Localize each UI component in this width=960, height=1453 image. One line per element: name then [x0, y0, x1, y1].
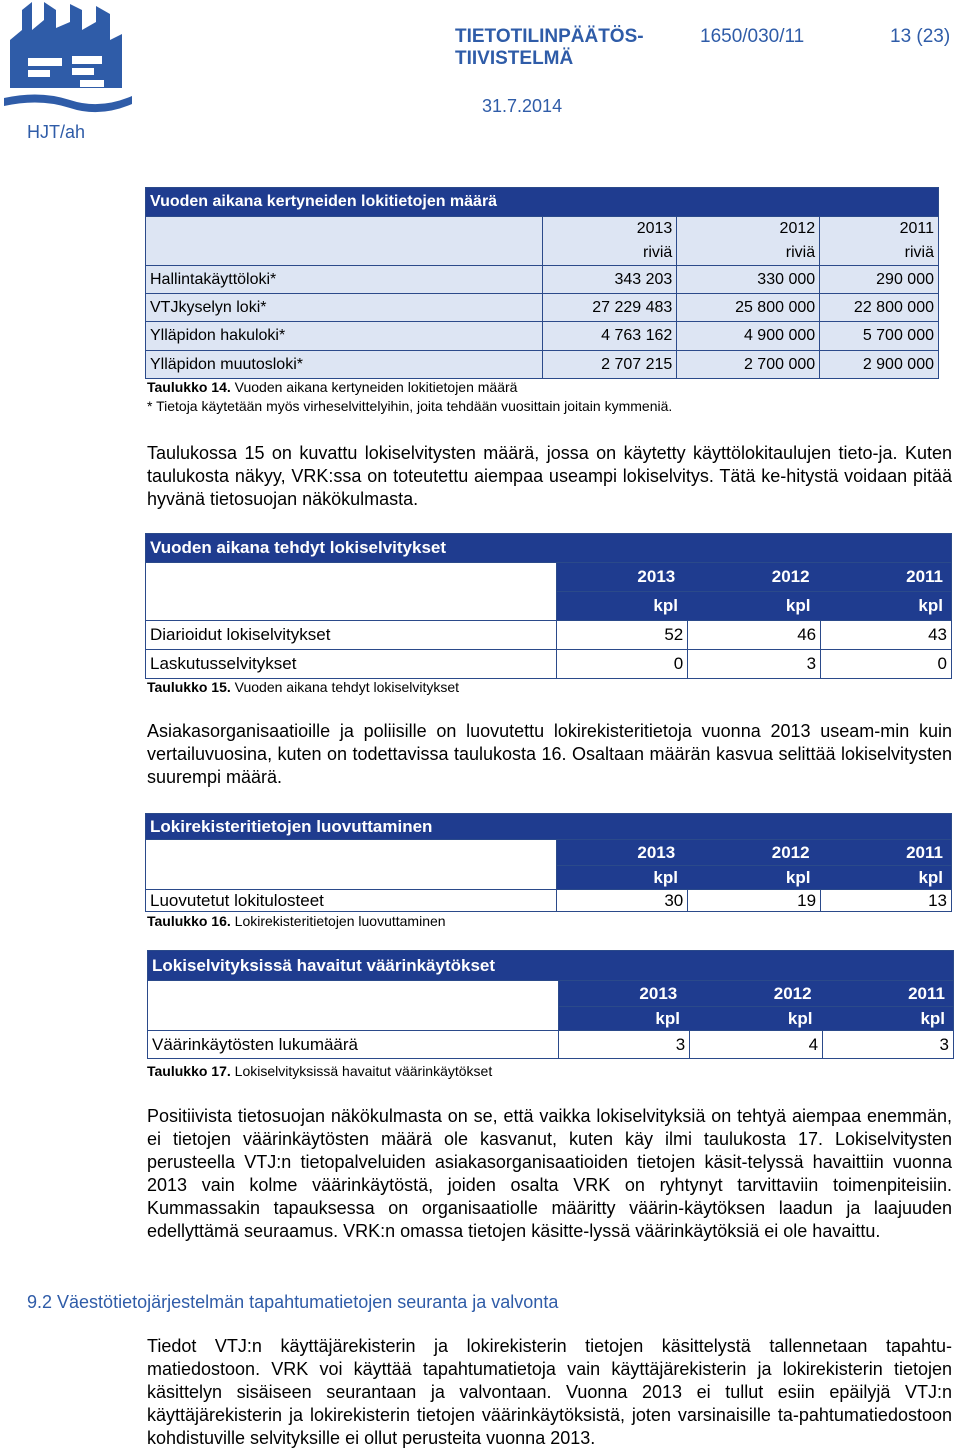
year-header: 2013	[639, 983, 678, 1003]
year-header: 2012	[677, 217, 820, 242]
year-header: 2011	[906, 567, 943, 586]
year-header: 2012	[771, 567, 810, 586]
table-row: Luovutetut lokitulosteet 30 19 13	[146, 890, 952, 912]
unit-header: kpl	[653, 867, 678, 887]
unit-header: riviä	[820, 242, 939, 266]
year-header: 2011	[820, 217, 939, 242]
table-title: Vuoden aikana tehdyt lokiselvitykset	[146, 534, 952, 563]
year-header: 2011	[908, 983, 945, 1003]
unit-header: kpl	[785, 867, 811, 887]
paragraph: Asiakasorganisaatioille ja poliisille on luovutettu lokirekisteritietoja vuonna 2013 useam-min kuin vertailuvuosina, kuten on todettavissa taulukosta 16. Osaltaan määrän kasvua selittää lokiselvitysten suurempi määrä.	[147, 721, 952, 787]
unit-header: kpl	[920, 1008, 945, 1028]
table-17	[147, 950, 954, 1059]
unit-header: kpl	[655, 1008, 680, 1028]
table-14	[145, 187, 939, 379]
unit-header: kpl	[918, 867, 943, 887]
table-caption: Taulukko 14. Vuoden aikana kertyneiden lokitietojen määrä	[147, 379, 518, 395]
unit-header: riviä	[677, 242, 820, 266]
table-row: Diarioidut lokiselvitykset 52 46 43	[146, 621, 952, 650]
table-row: Laskutusselvitykset 0 3 0	[146, 650, 952, 679]
year-header: 2013	[637, 842, 676, 862]
unit-header: kpl	[785, 596, 811, 615]
unit-header: kpl	[787, 1008, 813, 1028]
document-author: HJT/ah	[27, 122, 86, 142]
table-15	[145, 533, 952, 679]
table-title: Vuoden aikana kertyneiden lokitietojen määrä	[146, 188, 939, 217]
vrk-logo	[0, 0, 140, 120]
unit-header: kpl	[653, 596, 678, 615]
table-caption: Taulukko 16. Lokirekisteritietojen luovuttaminen	[147, 913, 446, 929]
section-heading: 9.2 Väestötietojärjestelmän tapahtumatietojen seuranta ja valvonta	[27, 1292, 559, 1312]
document-date: 31.7.2014	[482, 96, 563, 116]
table-title: Lokiselvityksissä havaitut väärinkäytökset	[148, 951, 954, 981]
table-row: Hallintakäyttöloki* 343 203 330 000 290 000	[146, 266, 939, 294]
year-header: 2011	[906, 842, 943, 862]
table-row: Väärinkäytösten lukumäärä 3 4 3	[148, 1031, 954, 1059]
table-row: Ylläpidon muutosloki* 2 707 215 2 700 000 2 900 000	[146, 351, 939, 379]
table-16	[145, 813, 952, 912]
year-header: 2013	[637, 567, 676, 586]
table-row: Ylläpidon hakuloki* 4 763 162 4 900 000 5 700 000	[146, 322, 939, 351]
year-header: 2012	[771, 842, 810, 862]
paragraph: Taulukossa 15 on kuvattu lokiselvitysten määrä, jossa on käytetty käyttölokitaulujen tieto-ja. Kuten taulukosta näkyy, VRK:ssa on toteutettu aiempaa useampi lokiselvitys. Tätä ke-hitystä voidaan pitää hyvänä tietosuojan näkökulmasta.	[147, 443, 952, 509]
unit-header: kpl	[918, 596, 943, 615]
page-number: 13 (23)	[890, 26, 951, 47]
table-row: VTJkyselyn loki* 27 229 483 25 800 000 22 800 000	[146, 294, 939, 322]
paragraph: Positiivista tietosuojan näkökulmasta on se, että vaikka lokiselvityksiä on tehtyä aiempaa enemmän, ei tietojen väärinkäytösten määrä ole kasvanut, kuten käy ilmi taulukosta 17. Lokiselvitysten perusteella VTJ:n tietopalveluiden asiakasorganisaatioiden tietojen käsit-telyssä havaittiin vuonna 2013 vain kolme väärinkäytöstä, joiden osalta VRK on ryhtynyt tarvittaviin toimenpiteisiin. Kummassakin tapauksessa on organisaatiolle määritty väärin-käytöksen laadun ja laajuuden edellyttämä seuraamus. VRK:n omassa tietojen käsitte-lyssä väärinkäytöksiä ei ole havaittu.	[147, 1106, 952, 1241]
year-header: 2013	[542, 217, 677, 242]
table-title: Lokirekisteritietojen luovuttaminen	[146, 814, 952, 840]
table-caption: Taulukko 17. Lokiselvityksissä havaitut väärinkäytökset	[147, 1063, 493, 1079]
table-caption: Taulukko 15. Vuoden aikana tehdyt lokiselvitykset	[147, 679, 460, 695]
document-title: TIETOTILINPÄÄTÖS- TIIVISTELMÄ	[455, 26, 644, 69]
unit-header: riviä	[542, 242, 677, 266]
table-footnote: * Tietoja käytetään myös virheselvittelyihin, joita tehdään vuosittain joitain kymmeniä.	[147, 398, 673, 414]
paragraph: Tiedot VTJ:n käyttäjärekisterin ja lokirekisterin tietojen käsittelystä tallennetaan tapahtu-matiedostoon. VRK voi käyttää tapahtumatietoja vain käyttäjärekisterin ja lokirekisterin tietojen käsittelyn sisäiseen seurantaan ja valvontaan. Vuonna 2013 ei tullut esiin epäilyjä VTJ:n käyttäjärekisterin ja lokirekisterin tietojen väärinkäytöksistä, joten varsinaisille ta-pahtumatiedostoon kohdistuville selvityksille ei ollut perusteita vuonna 2013.	[147, 1336, 952, 1448]
document-number: 1650/030/11	[700, 26, 805, 47]
year-header: 2012	[773, 983, 812, 1003]
